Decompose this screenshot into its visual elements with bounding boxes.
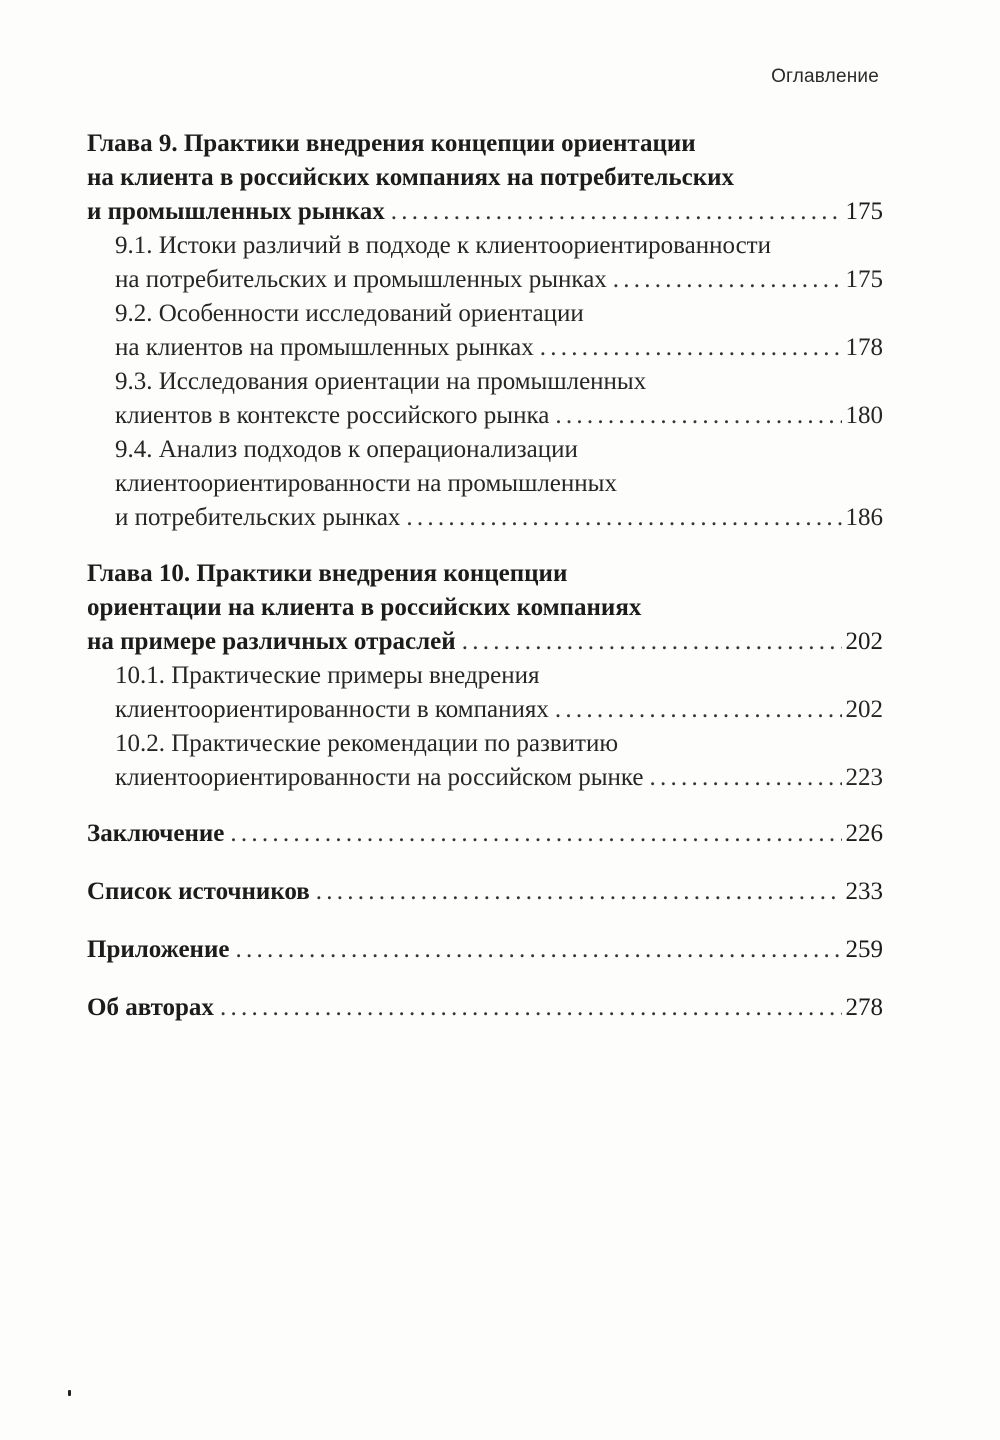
toc-section-9-3[interactable] xyxy=(87,365,883,433)
dot-leader xyxy=(406,501,841,535)
toc-line: на клиентов на промышленных рынках xyxy=(115,334,534,361)
toc-last-line xyxy=(87,817,883,851)
toc-last-line xyxy=(87,933,883,967)
dot-leader xyxy=(235,933,841,967)
page-number: 202 xyxy=(845,628,883,655)
spacer xyxy=(87,801,883,817)
toc-line: 9.3. Исследования ориентации на промышленных xyxy=(115,368,647,395)
toc-last-line xyxy=(87,991,883,1025)
page-number: 226 xyxy=(845,820,883,847)
toc-last-line xyxy=(87,625,883,659)
page-number: 223 xyxy=(845,764,883,791)
toc-authors[interactable] xyxy=(87,991,883,1025)
toc-last-line xyxy=(115,263,883,297)
dot-leader xyxy=(230,817,841,851)
dot-leader xyxy=(540,331,842,365)
toc-line: Заключение xyxy=(87,820,225,847)
toc-section-9-4[interactable] xyxy=(87,433,883,535)
toc-last-line xyxy=(115,761,883,795)
page-number: 202 xyxy=(845,696,883,723)
toc-last-line xyxy=(115,501,883,535)
toc-conclusion[interactable] xyxy=(87,817,883,851)
toc-appendix[interactable] xyxy=(87,933,883,967)
toc-line: клиентоориентированности в компаниях xyxy=(115,696,549,723)
toc-section-9-2[interactable] xyxy=(87,297,883,365)
table-of-contents xyxy=(87,127,883,1025)
print-speck xyxy=(68,1390,71,1396)
page-number: 259 xyxy=(845,936,883,963)
page-number: 180 xyxy=(845,402,883,429)
toc-section-10-1[interactable] xyxy=(87,659,883,727)
running-head: Оглавление xyxy=(771,66,879,87)
toc-line: ориентации на клиента в российских компаниях xyxy=(87,594,642,621)
toc-line: клиентоориентированности на российском рынке xyxy=(115,764,644,791)
toc-chapter-10 xyxy=(87,557,883,795)
toc-line: Приложение xyxy=(87,936,230,963)
dot-leader xyxy=(316,875,842,909)
toc-line: Глава 10. Практики внедрения концепции xyxy=(87,560,568,587)
dot-leader xyxy=(555,399,841,433)
dot-leader xyxy=(613,263,842,297)
toc-line: Список источников xyxy=(87,878,310,905)
page-number: 186 xyxy=(845,504,883,531)
toc-last-line xyxy=(115,693,883,727)
toc-sources[interactable] xyxy=(87,875,883,909)
toc-line: клиентов в контексте российского рынка xyxy=(115,402,550,429)
toc-section-10-2[interactable] xyxy=(87,727,883,795)
page-number: 233 xyxy=(845,878,883,905)
dot-leader xyxy=(555,693,842,727)
spacer xyxy=(87,541,883,557)
dot-leader xyxy=(220,991,842,1025)
dot-leader xyxy=(391,195,842,229)
toc-line: клиентоориентированности на промышленных xyxy=(115,470,617,497)
spacer xyxy=(87,967,883,991)
dot-leader xyxy=(650,761,842,795)
page-number: 175 xyxy=(845,266,883,293)
spacer xyxy=(87,909,883,933)
toc-line: и потребительских рынках xyxy=(115,504,401,531)
toc-chapter-9-heading[interactable] xyxy=(87,127,883,229)
toc-last-line xyxy=(115,399,883,433)
page-number: 175 xyxy=(845,198,883,225)
toc-chapter-9 xyxy=(87,127,883,535)
toc-line: 9.2. Особенности исследований ориентации xyxy=(115,300,584,327)
spacer xyxy=(87,851,883,875)
toc-line: 10.2. Практические рекомендации по развитию xyxy=(115,730,619,757)
toc-line: 10.1. Практические примеры внедрения xyxy=(115,662,540,689)
toc-line: на примере различных отраслей xyxy=(87,628,456,655)
toc-last-line xyxy=(87,875,883,909)
page-number: 278 xyxy=(845,994,883,1021)
toc-line: Глава 9. Практики внедрения концепции ориентации xyxy=(87,130,696,157)
toc-section-9-1[interactable] xyxy=(87,229,883,297)
toc-line: 9.1. Истоки различий в подходе к клиентоориентированности xyxy=(115,232,771,259)
dot-leader xyxy=(462,625,842,659)
toc-line: Об авторах xyxy=(87,994,214,1021)
toc-line: 9.4. Анализ подходов к операционализации xyxy=(115,436,578,463)
toc-last-line xyxy=(115,331,883,365)
toc-line: и промышленных рынках xyxy=(87,198,385,225)
page-number: 178 xyxy=(845,334,883,361)
toc-line: на потребительских и промышленных рынках xyxy=(115,266,607,293)
toc-last-line xyxy=(87,195,883,229)
toc-chapter-10-heading[interactable] xyxy=(87,557,883,659)
toc-line: на клиента в российских компаниях на потребительских xyxy=(87,164,734,191)
